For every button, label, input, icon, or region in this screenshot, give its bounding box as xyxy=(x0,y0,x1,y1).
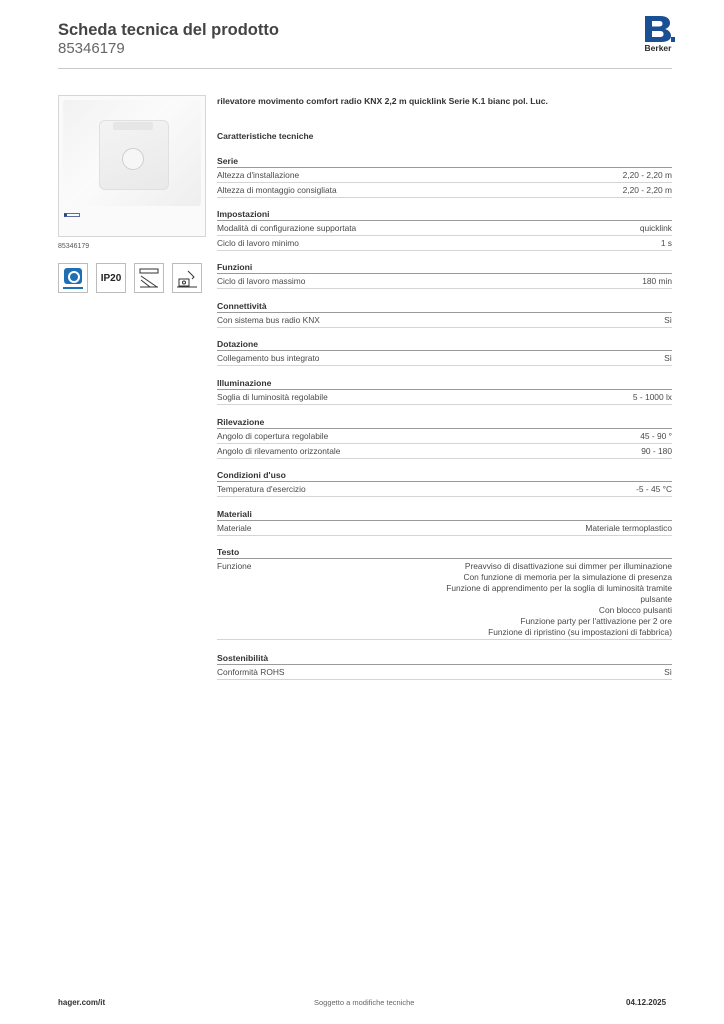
spec-value: 5 - 1000 lx xyxy=(632,392,672,402)
spec-section xyxy=(217,262,672,289)
section-title: Sostenibilità xyxy=(217,653,672,665)
spec-row xyxy=(217,274,672,289)
spec-section xyxy=(217,547,672,640)
characteristics-heading: Caratteristiche tecniche xyxy=(217,131,314,141)
product-sensor-slot xyxy=(113,122,153,130)
spec-value: 180 min xyxy=(642,276,672,286)
spec-value: 90 - 180 xyxy=(641,446,672,456)
spec-row xyxy=(217,183,672,198)
mounting-height-icon xyxy=(134,263,164,293)
spec-value-line: Funzione di apprendimento per la soglia di luminosità tramite xyxy=(446,583,672,593)
spec-section xyxy=(217,509,672,536)
product-lens xyxy=(122,148,144,170)
spec-row xyxy=(217,665,672,680)
footer-note: Soggetto a modifiche tecniche xyxy=(314,998,415,1007)
spec-value-line: Funzione party per l'attivazione per 2 ore xyxy=(520,616,672,626)
spec-label: Collegamento bus integrato xyxy=(217,353,320,363)
footer-website: hager.com/it xyxy=(58,998,106,1007)
spec-value: 45 - 90 ° xyxy=(640,431,672,441)
spec-label: Conformità ROHS xyxy=(217,667,285,677)
section-title: Impostazioni xyxy=(217,209,672,221)
product-name: rilevatore movimento comfort radio KNX 2,2 m quicklink Serie K.1 bianc pol. Luc. xyxy=(217,96,548,106)
spec-value-line: Funzione di ripristino (su impostazioni di fabbrica) xyxy=(488,627,672,637)
product-image-frame xyxy=(58,95,206,237)
spec-row xyxy=(217,429,672,444)
section-title: Serie xyxy=(217,156,672,168)
page-title: Scheda tecnica del prodotto xyxy=(58,21,279,39)
footer-date: 04.12.2025 xyxy=(626,998,667,1007)
product-code: 85346179 xyxy=(58,40,125,57)
section-title: Dotazione xyxy=(217,339,672,351)
spec-label: Altezza di montaggio consigliata xyxy=(217,185,337,195)
spec-section xyxy=(217,378,672,405)
logo-text: Berker xyxy=(644,43,672,53)
berker-logo xyxy=(640,15,676,55)
spec-value-line: Preavviso di disattivazione sui dimmer per illuminazione xyxy=(464,561,672,571)
installation-icon xyxy=(172,263,202,293)
spec-value-line: Con funzione di memoria per la simulazione di presenza xyxy=(463,572,672,582)
spec-value-list xyxy=(446,561,672,638)
spec-row xyxy=(217,351,672,366)
feature-icons xyxy=(58,263,202,293)
spec-row xyxy=(217,390,672,405)
header-divider xyxy=(58,68,672,69)
product-image xyxy=(63,100,201,206)
spec-section xyxy=(217,339,672,366)
spec-value: Sì xyxy=(664,315,672,325)
spec-section xyxy=(217,653,672,680)
ip20-icon xyxy=(96,263,126,293)
spec-label: Altezza d'installazione xyxy=(217,170,300,180)
spec-row xyxy=(217,559,672,640)
spec-section xyxy=(217,209,672,251)
spec-value: -5 - 45 °C xyxy=(636,484,672,494)
spec-label: Angolo di rilevamento orizzontale xyxy=(217,446,341,456)
section-title: Materiali xyxy=(217,509,672,521)
ip20-label: IP20 xyxy=(100,272,122,284)
spec-row xyxy=(217,482,672,497)
spec-label: Con sistema bus radio KNX xyxy=(217,315,320,325)
section-title: Funzioni xyxy=(217,262,672,274)
spec-section xyxy=(217,301,672,328)
spec-value: 1 s xyxy=(660,238,672,248)
spec-value: Sì xyxy=(664,353,672,363)
spec-row xyxy=(217,313,672,328)
berker-b-icon xyxy=(640,15,676,43)
spec-value: Materiale termoplastico xyxy=(585,523,672,533)
spec-section xyxy=(217,470,672,497)
spec-label: Modalità di configurazione supportata xyxy=(217,223,357,233)
spec-row xyxy=(217,168,672,183)
spec-value-line: pulsante xyxy=(640,594,672,604)
brand-badge-icon xyxy=(64,213,80,217)
spec-section xyxy=(217,156,672,198)
section-title: Testo xyxy=(217,547,672,559)
spec-value: 2,20 - 2,20 m xyxy=(622,185,672,195)
section-title: Illuminazione xyxy=(217,378,672,390)
spec-label: Soglia di luminosità regolabile xyxy=(217,392,328,402)
spec-row xyxy=(217,521,672,536)
product-image-caption: 85346179 xyxy=(58,243,90,250)
spec-row xyxy=(217,221,672,236)
spec-label: Materiale xyxy=(217,523,252,533)
spec-label: Angolo di copertura regolabile xyxy=(217,431,329,441)
section-title: Condizioni d'uso xyxy=(217,470,672,482)
spec-value: quicklink xyxy=(639,223,672,233)
spec-label: Ciclo di lavoro minimo xyxy=(217,238,299,248)
spec-value-line: Con blocco pulsanti xyxy=(598,605,672,615)
spec-value: 2,20 - 2,20 m xyxy=(622,170,672,180)
spec-label: Ciclo di lavoro massimo xyxy=(217,276,306,286)
spec-section xyxy=(217,417,672,459)
spec-row xyxy=(217,444,672,459)
quicklink-icon xyxy=(58,263,88,293)
section-title: Connettività xyxy=(217,301,672,313)
spec-value: Sì xyxy=(664,667,672,677)
spec-row xyxy=(217,236,672,251)
spec-label: Funzione xyxy=(217,561,252,571)
section-title: Rilevazione xyxy=(217,417,672,429)
spec-label: Temperatura d'esercizio xyxy=(217,484,306,494)
